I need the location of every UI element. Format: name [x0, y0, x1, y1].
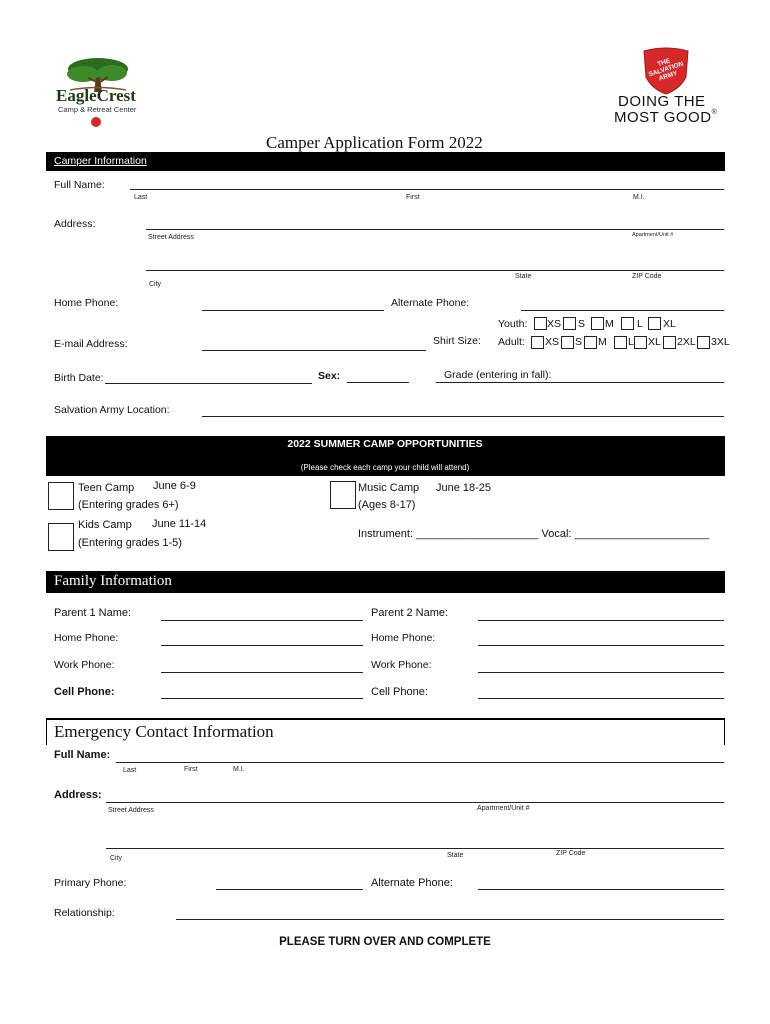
adult-xs-checkbox[interactable]: [531, 336, 544, 349]
adult-m-label: M: [598, 336, 607, 348]
family-header: Family Information: [54, 573, 172, 589]
zip-caption: ZIP Code: [632, 273, 662, 280]
tagline-line-2: [614, 109, 717, 126]
parent2-cell-phone-field[interactable]: [478, 698, 724, 699]
full-name-field[interactable]: [130, 189, 724, 190]
alternate-phone-label: Alternate Phone:: [391, 297, 470, 309]
apartment-caption: Apartment/Unit #: [632, 232, 674, 238]
form-title: Camper Application Form 2022: [266, 133, 483, 152]
instrument-vocal-fields[interactable]: Instrument: ____________________ Vocal: ______________________: [358, 528, 710, 540]
middle-initial-caption: M.I.: [633, 194, 645, 201]
tagline-text: MOST GOOD: [614, 109, 712, 126]
grade-label: Grade (entering in fall):: [444, 369, 552, 381]
parent1-work-phone-field[interactable]: [161, 672, 363, 673]
parent1-cell-phone-field[interactable]: [161, 698, 363, 699]
music-camp-ages: (Ages 8-17): [358, 499, 416, 511]
eagle-crest-logo: [50, 52, 145, 130]
adult-2xl-checkbox[interactable]: [663, 336, 676, 349]
teen-camp-grades: (Entering grades 6+): [78, 499, 179, 511]
adult-xl-checkbox[interactable]: [634, 336, 647, 349]
eagle-crest-subtitle: Camp & Retreat Center: [58, 105, 137, 114]
emergency-alternate-phone-label: Alternate Phone:: [371, 877, 453, 889]
tagline-line-1: DOING THE: [618, 93, 706, 110]
youth-l-label: L: [637, 318, 643, 330]
adult-xl-label: XL: [648, 336, 661, 348]
salvation-army-logo: [640, 47, 692, 95]
emergency-header: Emergency Contact Information: [54, 722, 274, 741]
emergency-full-name-field[interactable]: [116, 762, 724, 763]
location-field[interactable]: [202, 416, 724, 417]
youth-xl-checkbox[interactable]: [648, 317, 661, 330]
music-camp-dates: June 18-25: [436, 482, 492, 494]
emergency-street-field[interactable]: [106, 802, 724, 803]
camps-subheader: (Please check each camp your child will attend): [300, 463, 470, 472]
relationship-field[interactable]: [176, 919, 724, 920]
full-name-label: Full Name:: [54, 179, 105, 191]
youth-m-checkbox[interactable]: [591, 317, 604, 330]
emergency-zip-caption: ZIP Code: [556, 850, 586, 857]
parent2-cell-phone-label: Cell Phone:: [371, 686, 428, 698]
emergency-address-label: Address:: [54, 789, 102, 801]
emergency-last-caption: Last: [123, 767, 137, 774]
youth-xs-label: XS: [547, 318, 562, 330]
youth-m-label: M: [605, 318, 614, 330]
home-phone-label: Home Phone:: [54, 297, 119, 309]
kids-camp-label: Kids Camp: [78, 519, 132, 531]
shirt-size-label: Shirt Size:: [433, 335, 481, 347]
location-label: Salvation Army Location:: [54, 404, 170, 416]
adult-l-label: L: [628, 336, 634, 348]
parent1-name-field[interactable]: [161, 620, 363, 621]
primary-phone-field[interactable]: [216, 889, 363, 890]
teen-camp-label: Teen Camp: [78, 482, 135, 494]
emergency-city-caption: City: [110, 855, 123, 862]
last-name-caption: Last: [134, 194, 148, 201]
relationship-label: Relationship:: [54, 907, 115, 919]
emergency-city-state-zip-field[interactable]: [106, 848, 724, 849]
adult-s-checkbox[interactable]: [561, 336, 574, 349]
music-camp-label: Music Camp: [358, 482, 420, 494]
youth-l-checkbox[interactable]: [621, 317, 634, 330]
grade-field[interactable]: [436, 382, 724, 383]
email-field[interactable]: [202, 350, 426, 351]
parent1-work-phone-label: Work Phone:: [54, 659, 115, 671]
family-header-bar: [46, 571, 725, 593]
emergency-state-caption: State: [447, 852, 464, 859]
kids-camp-grades: (Entering grades 1-5): [78, 537, 182, 549]
teen-camp-checkbox[interactable]: [48, 482, 74, 510]
parent1-home-phone-field[interactable]: [161, 645, 363, 646]
address-label: Address:: [54, 218, 96, 230]
city-caption: City: [149, 281, 162, 288]
parent2-home-phone-field[interactable]: [478, 645, 724, 646]
birth-date-field[interactable]: [105, 383, 312, 384]
youth-s-checkbox[interactable]: [563, 317, 576, 330]
camps-header: 2022 SUMMER CAMP OPPORTUNITIES: [287, 438, 483, 450]
music-camp-checkbox[interactable]: [330, 481, 356, 509]
parent1-home-phone-label: Home Phone:: [54, 632, 119, 644]
eagle-crest-name: EagleCrest: [56, 86, 136, 105]
footer-note: PLEASE TURN OVER AND COMPLETE: [279, 936, 491, 948]
street-address-field[interactable]: [146, 229, 724, 230]
salvation-army-text: THE SALVATION ARMY: [647, 57, 685, 83]
home-phone-field[interactable]: [202, 310, 384, 311]
emergency-street-caption: Street Address: [108, 807, 154, 814]
adult-sizes-label: Adult:: [498, 336, 525, 348]
adult-m-checkbox[interactable]: [584, 336, 597, 349]
camper-info-header-bar: [46, 152, 725, 171]
adult-2xl-label: 2XL: [677, 336, 696, 348]
emergency-full-name-label: Full Name:: [54, 749, 111, 761]
parent1-name-label: Parent 1 Name:: [54, 607, 132, 619]
emergency-first-caption: First: [184, 766, 198, 773]
city-state-zip-field[interactable]: [146, 270, 724, 271]
alternate-phone-field[interactable]: [521, 310, 724, 311]
email-label: E-mail Address:: [54, 338, 128, 350]
parent1-cell-phone-label: Cell Phone:: [54, 686, 115, 698]
first-name-caption: First: [406, 194, 420, 201]
youth-s-label: S: [578, 318, 586, 330]
teen-camp-dates: June 6-9: [153, 480, 196, 492]
sex-label: Sex:: [318, 370, 341, 382]
parent2-work-phone-field[interactable]: [478, 672, 724, 673]
emergency-alternate-phone-field[interactable]: [478, 889, 724, 890]
street-address-caption: Street Address: [148, 234, 194, 241]
emergency-mi-caption: M.I.: [233, 766, 245, 773]
parent2-name-field[interactable]: [478, 620, 724, 621]
youth-xs-checkbox[interactable]: [534, 317, 547, 330]
parent2-work-phone-label: Work Phone:: [371, 659, 432, 671]
state-caption: State: [515, 273, 532, 280]
adult-s-label: S: [575, 336, 583, 348]
youth-sizes-label: Youth:: [498, 318, 528, 330]
emergency-apartment-caption: Apartment/Unit #: [477, 805, 530, 812]
parent2-home-phone-label: Home Phone:: [371, 632, 436, 644]
registered-mark: ®: [711, 109, 718, 116]
adult-l-checkbox[interactable]: [614, 336, 627, 349]
sex-field[interactable]: [347, 382, 409, 383]
kids-camp-checkbox[interactable]: [48, 523, 74, 551]
primary-phone-label: Primary Phone:: [54, 877, 127, 889]
birth-date-label: Birth Date:: [54, 372, 104, 384]
youth-xl-label: XL: [663, 318, 676, 330]
adult-3xl-label: 3XL: [711, 336, 730, 348]
parent2-name-label: Parent 2 Name:: [371, 607, 449, 619]
adult-xs-label: XS: [545, 336, 560, 348]
kids-camp-dates: June 11-14: [152, 518, 207, 530]
adult-3xl-checkbox[interactable]: [697, 336, 710, 349]
camper-info-header: Camper Information: [54, 155, 147, 167]
